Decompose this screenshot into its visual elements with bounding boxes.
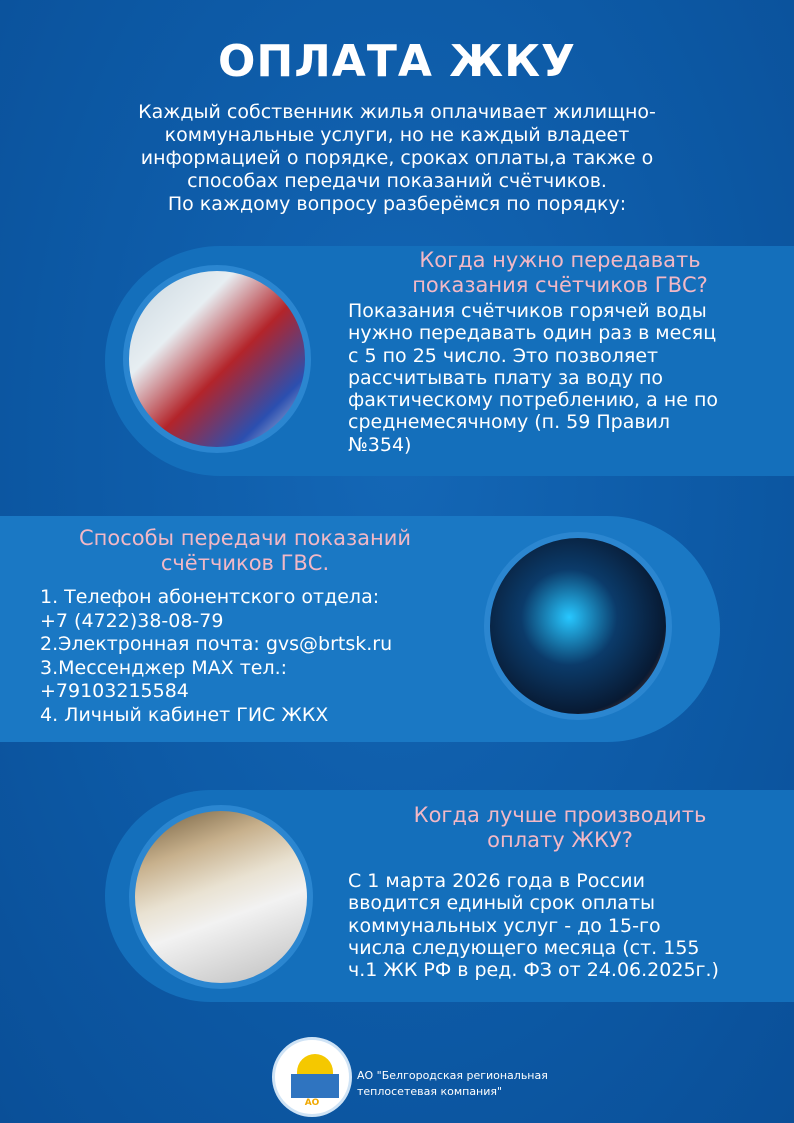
heading-line: оплату ЖКУ?	[487, 828, 633, 852]
text-line: Показания счётчиков горячей воды	[348, 300, 707, 322]
building-icon	[291, 1074, 339, 1098]
phone-number[interactable]: +79103215584	[40, 680, 189, 702]
section-heading-methods	[40, 526, 450, 576]
company-line: теплосетевая компания"	[357, 1085, 503, 1098]
text-line: фактическому потреблению, а не по	[348, 389, 718, 412]
text-line: коммунальных услуг - до 15-го	[348, 914, 661, 937]
logo-abbr: АО	[304, 1098, 320, 1108]
text-line: нужно передавать один раз в месяц	[348, 322, 717, 345]
section-heading-payment	[360, 803, 760, 853]
smartphone-photo	[484, 532, 672, 720]
email-item[interactable]: 2.Электронная почта: gvs@brtsk.ru	[40, 633, 393, 655]
phone-number[interactable]: +7 (4722)38-08-79	[40, 609, 224, 632]
text-line: с 5 по 25 число. Это позволяет	[348, 344, 659, 367]
heading-line: показания счётчиков ГВС?	[412, 273, 708, 297]
list-item: 3.Мессенджер MAX тел.:	[40, 656, 288, 679]
section-text-meters	[348, 300, 756, 456]
heading-line: Когда нужно передавать	[419, 248, 701, 272]
section-heading-meters	[360, 248, 760, 298]
intro-line: По каждому вопросу разберёмся по порядку:	[167, 193, 627, 215]
methods-list	[40, 586, 480, 727]
intro-text	[80, 101, 714, 216]
receipt-money-photo	[129, 805, 313, 989]
text-line: №354)	[348, 433, 412, 456]
intro-line: Каждый собственник жилья оплачивает жилищно-	[138, 101, 656, 123]
list-item: 4. Личный кабинет ГИС ЖКХ	[40, 703, 329, 726]
text-line: ч.1 ЖК РФ в ред. ФЗ от 24.06.2025г.)	[348, 959, 719, 982]
text-line: вводится единый срок оплаты	[348, 892, 656, 915]
text-line: среднемесячному (п. 59 Правил	[348, 411, 671, 434]
page-title: ОПЛАТА ЖКУ	[218, 36, 576, 87]
intro-line: информацией о порядке, сроках оплаты,а также о	[140, 147, 654, 169]
sun-icon	[297, 1054, 333, 1076]
heading-line: Способы передачи показаний	[78, 526, 412, 550]
company-logo	[272, 1037, 352, 1117]
intro-line: способах передачи показаний счётчиков.	[187, 170, 607, 192]
list-item: 1. Телефон абонентского отдела:	[40, 586, 380, 608]
company-name	[357, 1068, 587, 1100]
text-line: числа следующего месяца (ст. 155	[348, 936, 700, 959]
text-line: рассчитывать плату за воду по	[348, 366, 664, 389]
heading-line: Когда лучше производить	[413, 803, 707, 827]
water-meter-photo	[123, 265, 311, 453]
intro-line: коммунальные услуги, но не каждый владеет	[164, 124, 630, 146]
text-line: С 1 марта 2026 года в России	[348, 870, 645, 892]
heading-line: счётчиков ГВС.	[160, 551, 330, 575]
company-line: АО "Белгородская региональная	[357, 1069, 548, 1082]
section-text-payment	[348, 870, 756, 981]
